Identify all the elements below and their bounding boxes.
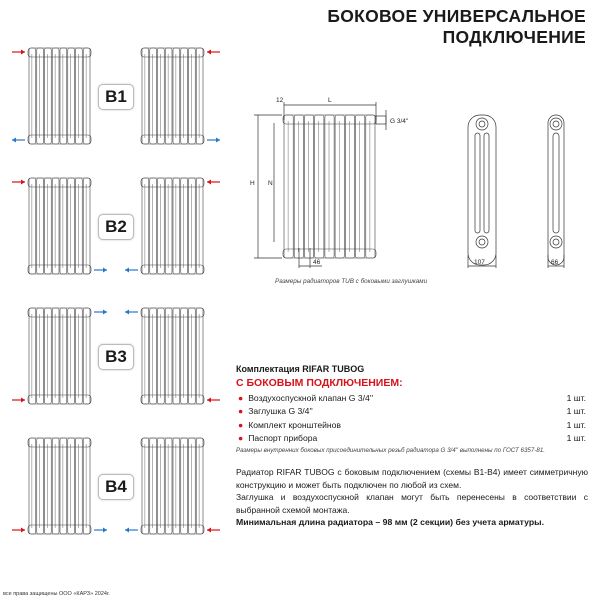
return-arrow <box>12 138 25 143</box>
bullet-icon: ● <box>238 392 244 403</box>
return-arrow <box>125 528 138 533</box>
supply-arrow <box>207 398 220 403</box>
supply-arrow <box>207 180 220 185</box>
scheme-label-b3: B3 <box>98 344 134 370</box>
supply-arrow <box>12 528 25 533</box>
kit-section <box>236 364 586 454</box>
return-arrow <box>94 268 107 273</box>
radiator-right <box>141 308 204 404</box>
dim-thread: G 3/4'' <box>390 118 409 125</box>
dim-46: 46 <box>313 259 321 266</box>
supply-arrow <box>207 528 220 533</box>
description-p1: Радиатор RIFAR TUBOG с боковым подключением (схемы B1-B4) имеет симметричную конструкцию и может быть подключен по любой из схем. <box>236 467 588 490</box>
supply-arrow <box>207 50 220 55</box>
dimension-drawing <box>240 90 600 280</box>
return-arrow <box>207 138 220 143</box>
dim-N: N <box>268 180 273 187</box>
return-arrow <box>125 310 138 315</box>
kit-subheading: С БОКОВЫМ ПОДКЛЮЧЕНИЕМ: <box>236 377 403 389</box>
description-p2: Заглушка и воздухоспускной клапан могут быть перенесены в соответствии с выбранной схемой монтажа. <box>236 492 588 515</box>
kit-item-name: Воздухоспускной клапан G 3/4'' <box>248 392 374 403</box>
kit-item-qty: 1 шт. <box>566 392 586 403</box>
scheme-label-b2: B2 <box>98 214 134 240</box>
radiator-right <box>141 178 204 274</box>
radiator-left <box>28 178 91 274</box>
drawing-caption: Размеры радиаторов TUB с боковыми заглушками <box>275 278 428 285</box>
scheme-label-b1: B1 <box>98 84 134 110</box>
kit-item <box>236 418 586 432</box>
kit-heading: Комплектация RIFAR TUBOG <box>236 364 365 374</box>
dim-L: L <box>328 97 332 104</box>
radiator-right <box>141 438 204 534</box>
supply-arrow <box>12 398 25 403</box>
radiator-left <box>28 438 91 534</box>
kit-item <box>236 432 586 446</box>
title-line-2: ПОДКЛЮЧЕНИЕ <box>442 27 586 47</box>
kit-item-name: Заглушка G 3/4'' <box>248 406 313 417</box>
radiator-right <box>141 48 204 144</box>
dim-107: 107 <box>474 259 485 266</box>
title-line-1: БОКОВОЕ УНИВЕРСАЛЬНОЕ <box>327 6 586 26</box>
radiator-left <box>28 308 91 404</box>
return-arrow <box>94 310 107 315</box>
bullet-icon: ● <box>238 406 244 417</box>
scheme-label-b4: B4 <box>98 474 134 500</box>
kit-note: Размеры внутренних боковых присоединительных резьб радиатора G 3/4'' выполнены по ГОСТ 6357-81. <box>236 447 545 454</box>
dim-12: 12 <box>276 97 284 104</box>
kit-item <box>236 405 586 419</box>
kit-item-name: Паспорт прибора <box>248 433 318 444</box>
bullet-icon: ● <box>238 419 244 430</box>
kit-item-name: Комплект кронштейнов <box>248 419 341 430</box>
return-arrow <box>125 268 138 273</box>
kit-item-qty: 1 шт. <box>566 406 586 417</box>
kit-item-qty: 1 шт. <box>566 419 586 430</box>
radiator-left <box>28 48 91 144</box>
kit-item-qty: 1 шт. <box>566 433 586 444</box>
dim-H: H <box>250 180 255 187</box>
kit-item <box>236 391 586 405</box>
supply-arrow <box>12 50 25 55</box>
dim-66: 66 <box>551 259 559 266</box>
page-title <box>327 6 586 48</box>
return-arrow <box>94 528 107 533</box>
description <box>236 466 588 529</box>
copyright: все права защищены ООО «КАРЗ» 2024г. <box>3 591 110 597</box>
supply-arrow <box>12 180 25 185</box>
bullet-icon: ● <box>238 433 244 444</box>
description-p3: Минимальная длина радиатора – 98 мм (2 секции) без учета арматуры. <box>236 517 545 527</box>
